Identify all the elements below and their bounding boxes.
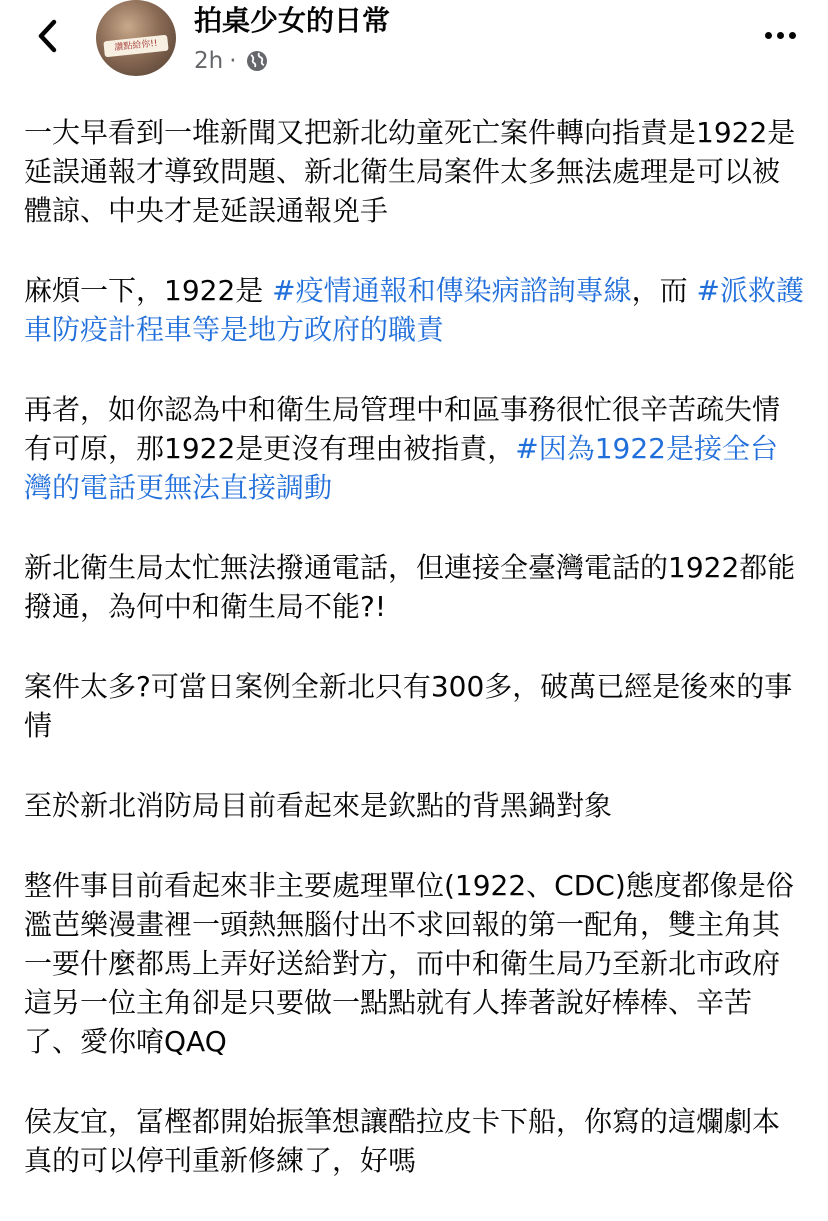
paragraph-text: 再者，如你認為中和衛生局管理中和區事務很忙很辛苦疏失情有可原，那1922是更沒有理由被指責， <box>24 393 781 465</box>
post-header <box>0 0 828 90</box>
more-dot <box>765 32 772 39</box>
paragraph-text: ，而 <box>631 274 697 307</box>
paragraph-text: 麻煩一下，1922是 <box>24 274 273 307</box>
post-paragraph: 案件太多?可當日案例全新北只有300多，破萬已經是後來的事情 <box>24 670 793 742</box>
hashtag-link[interactable]: #派救護車防疫計程車等是地方政府的職責 <box>24 274 805 346</box>
more-dot <box>777 32 784 39</box>
post-meta <box>194 46 269 76</box>
post-body <box>24 113 804 1221</box>
post-paragraph: 至於新北消防局目前看起來是欽點的背黑鍋對象 <box>24 789 613 822</box>
avatar-sign-text: 讚點給你!! <box>103 35 168 58</box>
back-button[interactable] <box>26 14 70 58</box>
more-dot <box>789 32 796 39</box>
author-name[interactable]: 拍桌少女的日常 <box>194 4 391 37</box>
post-time[interactable]: 2h <box>194 48 224 74</box>
globe-icon <box>245 49 269 73</box>
post-paragraph <box>24 390 804 507</box>
meta-separator: · <box>229 48 237 74</box>
post-paragraph: 整件事目前看起來非主要處理單位(1922、CDC)態度都像是俗濫芭樂漫畫裡一頭熱無腦付出不求回報的第一配角，雙主角其一要什麼都馬上弄好送給對方，而中和衛生局乃至新北市政府這另一位主角卻是只要做一點點就有人捧著說好棒棒、辛苦了、愛你唷QAQ <box>24 869 794 1058</box>
post-paragraph: 一大早看到一堆新聞又把新北幼童死亡案件轉向指責是1922是延誤通報才導致問題、新北衛生局案件太多無法處理是可以被體諒、中央才是延誤通報兇手 <box>24 116 796 227</box>
back-chevron-icon <box>37 19 59 53</box>
post-paragraph <box>24 271 804 349</box>
more-options-button[interactable] <box>758 20 802 50</box>
hashtag-link[interactable]: #因為1922是接全台灣的電話更無法直接調動 <box>24 432 778 504</box>
avatar[interactable] <box>96 0 176 76</box>
post-paragraph: 侯友宜，冨樫都開始振筆想讓酷拉皮卡下船，你寫的這爛劇本真的可以停刊重新修練了，好嗎 <box>24 1105 781 1177</box>
post-paragraph: 新北衛生局太忙無法撥通電話，但連接全臺灣電話的1922都能撥通，為何中和衛生局不能?! <box>24 551 796 623</box>
hashtag-link[interactable]: #疫情通報和傳染病諮詢專線 <box>272 274 632 307</box>
